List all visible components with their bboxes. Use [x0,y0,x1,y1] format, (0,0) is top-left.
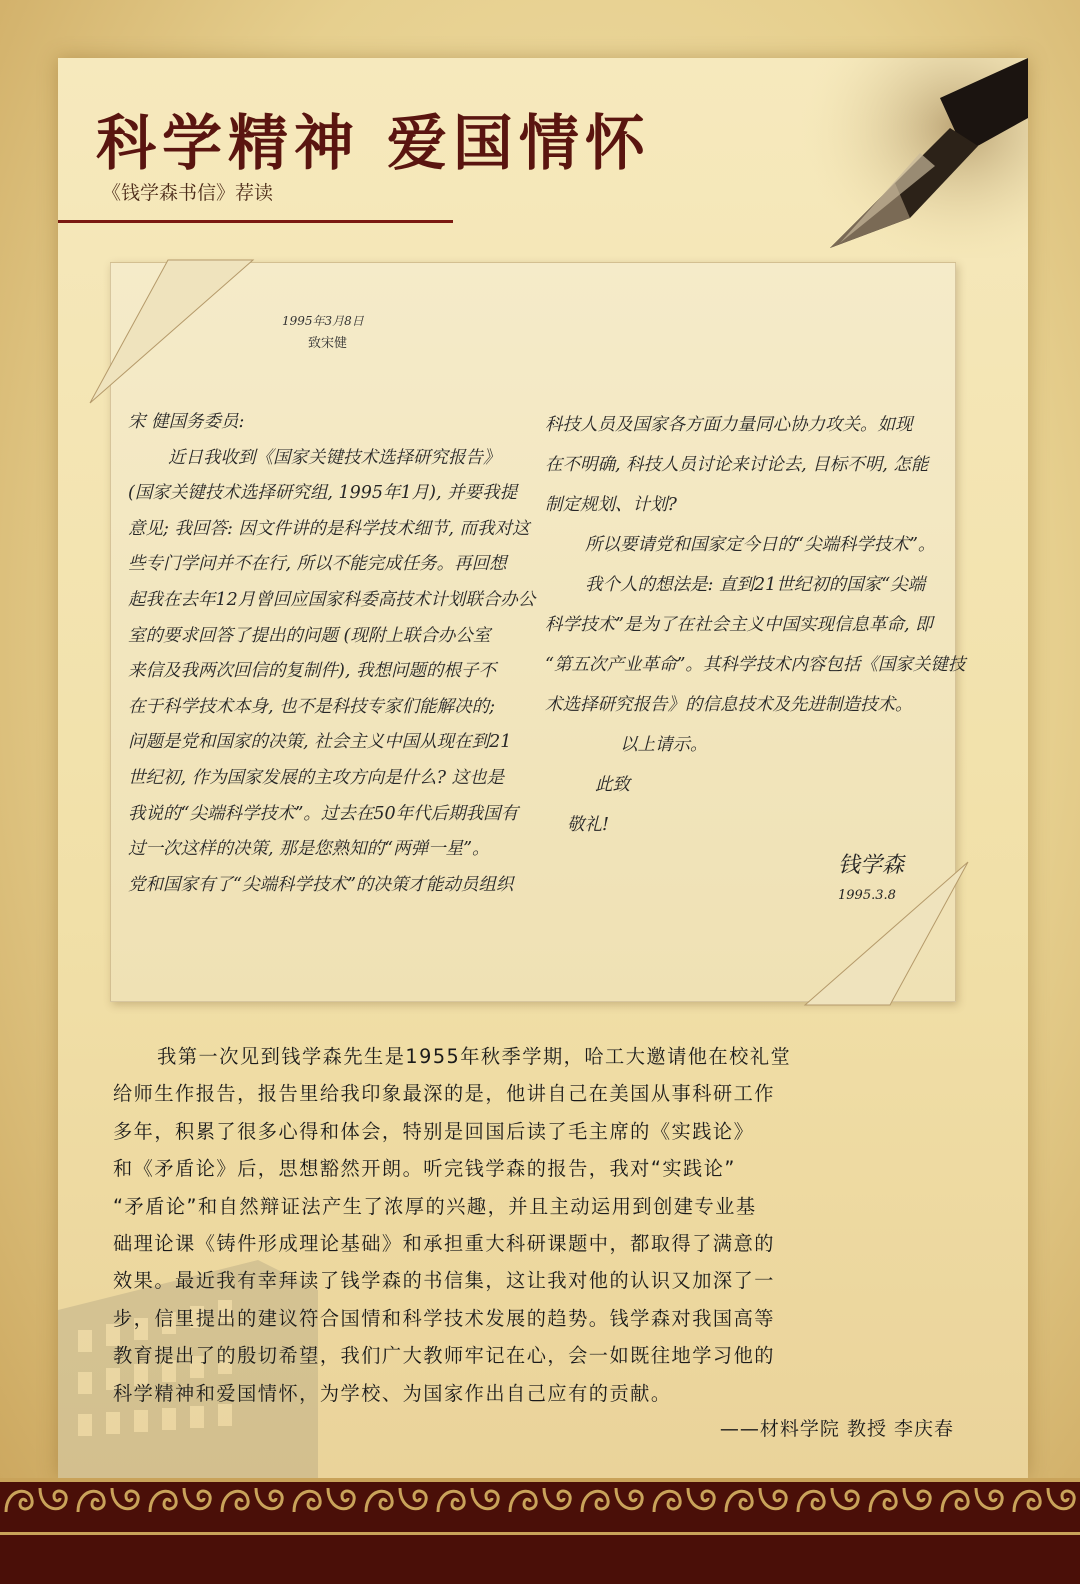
article-line: 科学精神和爱国情怀，为学校、为国家作出自己应有的贡献。 [113,1381,672,1405]
article-line: “矛盾论”和自然辩证法产生了浓厚的兴趣，并且主动运用到创建专业基 [113,1194,757,1218]
letter-corner-top-left [88,258,258,408]
letter-line: 制定规划、计划? [545,495,677,515]
article-line: 给师生作报告，报告里给我印象最深的是，他讲自己在美国从事科研工作 [113,1082,775,1106]
page-subtitle: 《钱学森书信》荐读 [102,182,274,204]
article-text [113,1038,955,1412]
title-divider [58,220,453,223]
letter-signature: 钱学森 [838,853,905,878]
letter-closing: 此致 [595,775,630,795]
letter-line: 在不明确, 科技人员讨论来讨论去, 目标不明, 怎能 [545,455,929,475]
letter-line: 我说的“尖端科学技术”。过去在50年代后期我国有 [128,803,519,824]
letter-line: 室的要求回答了提出的问题 (现附上联合办公室 [128,625,491,646]
letter-line: 世纪初, 作为国家发展的主攻方向是什么? 这也是 [128,767,505,788]
letter-right-column [545,405,966,845]
letter-line: 近日我收到《国家关键技术选择研究报告》 [168,447,501,468]
letter-line: 起我在去年12月曾回应国家科委高技术计划联合办公 [128,589,536,610]
letter-line: (国家关键技术选择研究组, 1995年1月), 并要我提 [128,483,518,504]
letter-line: 科学技术”是为了在社会主义中国实现信息革命, 即 [545,615,933,635]
article-line: 础理论课《铸件形成理论基础》和承担重大科研课题中，都取得了满意的 [113,1232,775,1256]
letter-signature-date: 1995.3.8 [838,888,896,903]
letter-line: 意见; 我回答: 因文件讲的是科学技术细节, 而我对这 [128,518,530,539]
article-line: 多年，积累了很多心得和体会，特别是回国后读了毛主席的《实践论》 [113,1119,755,1143]
scroll-pattern-icon [0,1478,1080,1584]
letter-line: 过一次这样的决策, 那是您熟知的“两弹一星”。 [128,839,490,860]
letter-line: 问题是党和国家的决策, 社会主义中国从现在到21 [128,732,512,753]
letter-line: 科技人员及国家各方面力量同心协力攻关。如现 [545,415,913,435]
fountain-pen-icon [800,58,1028,258]
letter-line: 我个人的想法是: 直到21世纪初的国家“尖端 [585,575,926,595]
letter-line: 术选择研究报告》的信息技术及先进制造技术。 [545,695,913,715]
letter-left-column [128,405,538,903]
article-author: ——材料学院 教授 李庆春 [719,1418,954,1440]
article-line: 和《矛盾论》后，思想豁然开朗。听完钱学森的报告，我对“实践论” [113,1157,736,1181]
page-title: 科学精神 爱国情怀 [96,109,651,179]
letter-line: 来信及我两次回信的复制件), 我想问题的根子不 [128,661,496,682]
article-line: 步，信里提出的建议符合国情和科学技术发展的趋势。钱学森对我国高等 [113,1306,775,1330]
letter-recipient: 致宋健 [308,336,348,351]
article-line: 教育提出了的殷切希望，我们广大教师牢记在心，会一如既往地学习他的 [113,1344,775,1368]
letter-line: 在于科学技术本身, 也不是科技专家们能解决的; [128,696,496,717]
letter-corner-bottom-right [800,860,970,1010]
letter-line: 些专门学问并不在行, 所以不能完成任务。再回想 [128,554,507,575]
letter-line: 所以要请党和国家定今日的“尖端科学技术”。 [585,535,936,555]
letter-line: 以上请示。 [620,735,708,755]
letter-line: 党和国家有了“尖端科学技术”的决策才能动员组织 [128,874,514,895]
letter-line: “第五次产业革命”。其科学技术内容包括《国家关键技 [545,655,966,675]
letter-date: 1995年3月8日 [282,314,364,328]
article-line: 效果。最近我有幸拜读了钱学森的书信集，这让我对他的认识又加深了一 [113,1269,775,1293]
letter-salutation: 宋 健国务委员: [128,412,245,432]
letter-greeting: 敬礼! [567,815,610,835]
decorative-border [0,1478,1080,1584]
article-line: 我第一次见到钱学森先生是1955年秋季学期，哈工大邀请他在校礼堂 [157,1045,792,1068]
